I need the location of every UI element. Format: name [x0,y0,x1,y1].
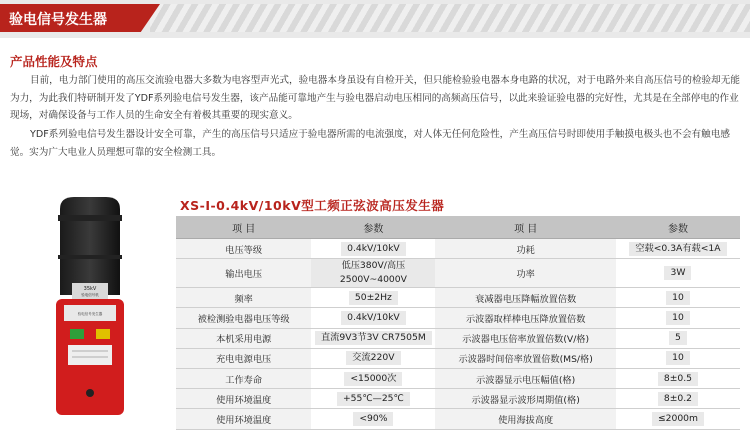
cell-value: 0.4kV/10kV [311,308,435,328]
device-sub-label: 验电信号机 [81,293,99,297]
table-row [176,348,740,368]
cell-label: 使用海拔高度 [435,409,615,429]
cell-label: 示波器取样棒电压降放置倍数 [435,308,615,328]
table-row [176,288,740,308]
cell-value: 0.4kV/10kV [311,239,435,259]
cell-value: 低压380V/高压2500V~4000V [311,259,435,288]
cell-value: 10 [616,308,740,328]
cell-value: 空载<0.3A有载<1A [616,239,740,259]
cell-value: 10 [616,348,740,368]
header-stripes [150,4,750,32]
cell-label: 功耗 [435,239,615,259]
cell-label: 被检测验电器电压等级 [176,308,311,328]
spec-table [176,216,740,430]
header-item-1: 项 目 [176,216,311,239]
cell-value: 50±2Hz [311,288,435,308]
header-param-2: 参数 [616,216,740,239]
cell-label: 使用环境温度 [176,389,311,409]
cell-value: 5 [616,328,740,348]
device-image [50,195,130,415]
paragraph-intro: 目前，电力部门使用的高压交流验电器大多数为电容型声光式，验电器本身虽设有自检开关，但只能检验验电器本身电路的状况，对于电路外来自高压信号的检验却无能为力，为此我们特研制开发了YDF系列验电信号发生器，该产品能可靠地产生与验电器启动电压相同的高频高压信号，以此来验证验电器的完好性，尤其是在全部停电的作业现场，对确保设备与工作人员的生命安全有着极其重要的现实意义。 [10,75,740,121]
cell-value: 8±0.5 [616,368,740,388]
cell-label: 示波器显示波形周期值(格) [435,389,615,409]
header-item-2: 项 目 [435,216,615,239]
header-param-1: 参数 [311,216,435,239]
table-row [176,368,740,388]
cell-value: ≤2000m [616,409,740,429]
cell-value: 8±0.2 [616,389,740,409]
paragraph-safety: YDF系列验电信号发生器设计安全可靠，产生的高压信号只适应于验电器所需的电流强度，对人体无任何危险性，产生高压信号时即使用手触摸电极头也不会有触电感觉。实为广大电业人员理想可靠的安全检测工具。 [10,129,730,158]
cell-value: <90% [311,409,435,429]
cell-label: 频率 [176,288,311,308]
cell-label: 工作寿命 [176,368,311,388]
device-top-label: 35kV [83,286,97,292]
cell-label: 本机采用电源 [176,328,311,348]
table-row [176,328,740,348]
cell-label: 充电电源电压 [176,348,311,368]
cell-value: 10 [616,288,740,308]
cell-value: +55℃—25℃ [311,389,435,409]
table-header-row [176,216,740,239]
cell-label: 功率 [435,259,615,288]
table-row [176,259,740,288]
page-title: 验电信号发生器 [9,12,107,28]
cell-value: 交流220V [311,348,435,368]
cell-value: <15000次 [311,368,435,388]
cell-label: 电压等级 [176,239,311,259]
header-bar [0,0,750,38]
table-title: XS-I-0.4kV/10kV型工频正弦波高压发生器 [180,198,445,213]
section-title: 产品性能及特点 [10,54,98,69]
table-row [176,239,740,259]
cell-label: 输出电压 [176,259,311,288]
table-row [176,409,740,429]
cell-label: 示波器显示电压幅值(格) [435,368,615,388]
device-panel-text: 验电信号发生器 [77,312,103,316]
cell-label: 衰减器电压降幅放置倍数 [435,288,615,308]
table-row [176,308,740,328]
table-row [176,389,740,409]
cell-label: 示波器时间倍率放置倍数(MS/格) [435,348,615,368]
cell-label: 示波器电压倍率放置倍数(V/格) [435,328,615,348]
cell-value: 直流9V3节3V CR7505M [311,328,435,348]
cell-label: 使用环境温度 [176,409,311,429]
cell-value: 3W [616,259,740,288]
